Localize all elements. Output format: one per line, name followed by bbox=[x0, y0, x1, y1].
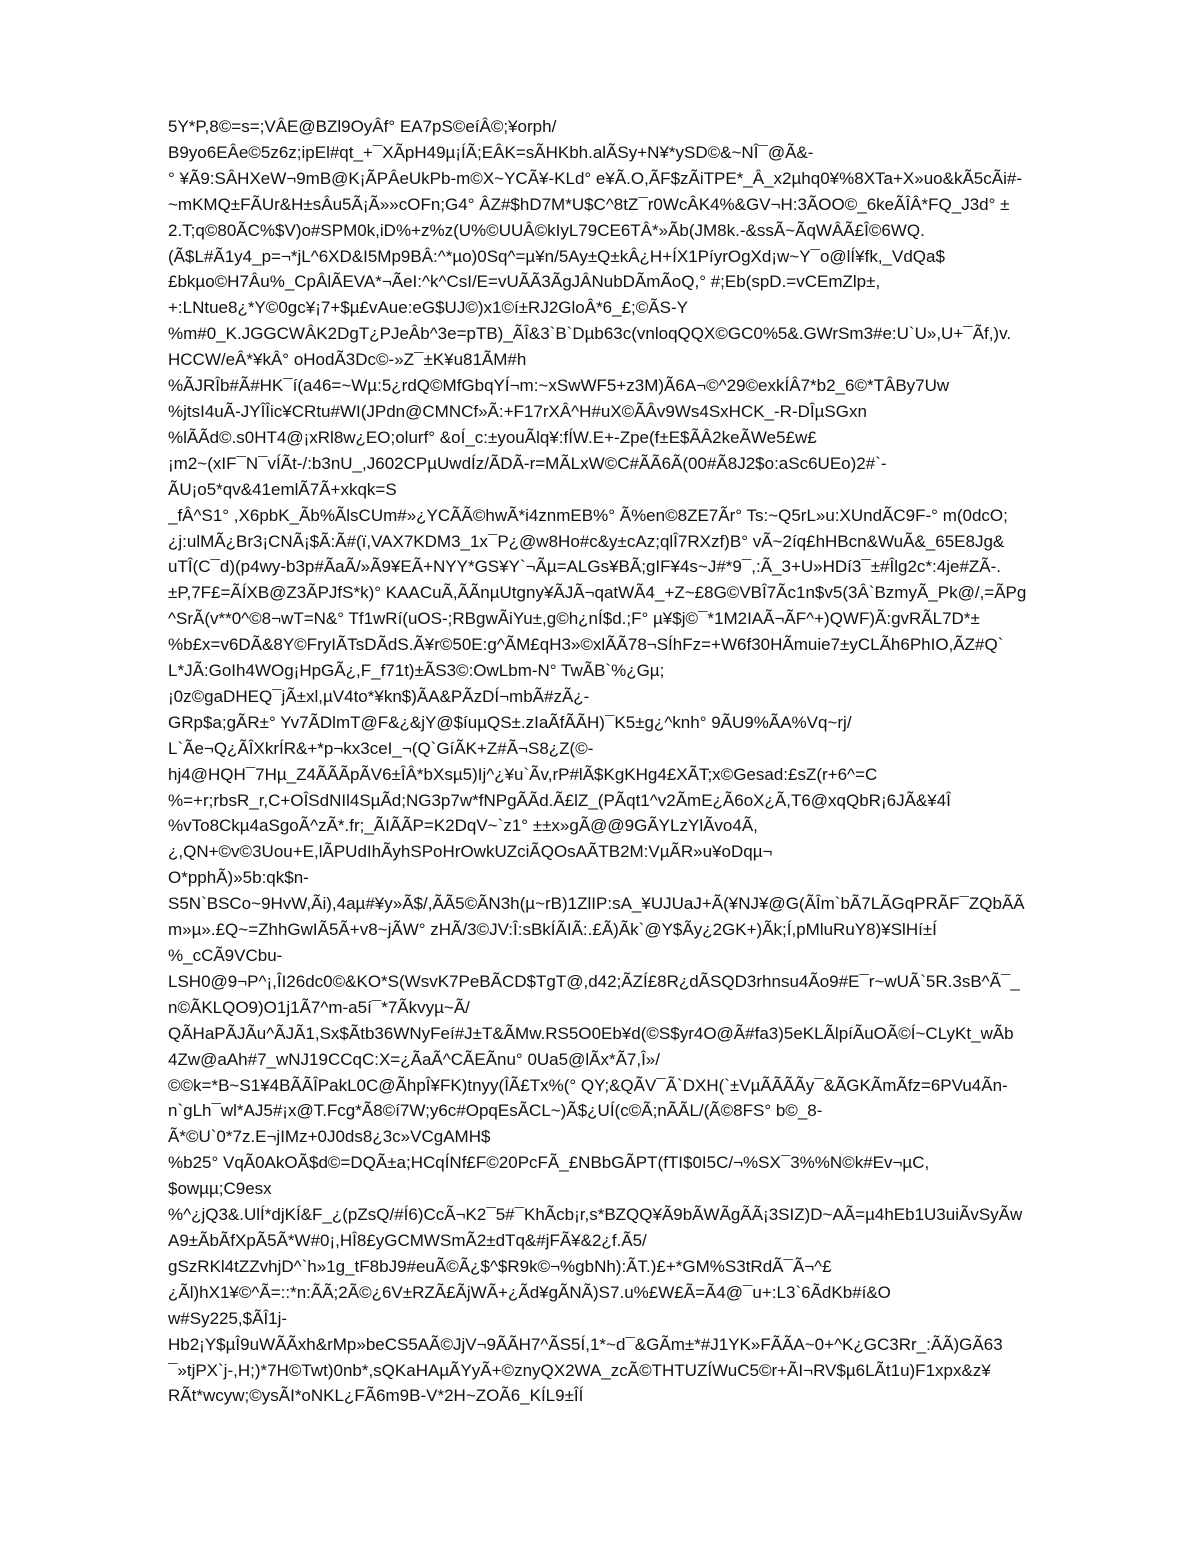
text-line: ^SrÃ(v**0^©8¬wT=N&° Tf1wRí(uOS-;RBgwÃiYu±,g©h¿nÍ$d.;F° µ¥$j©¯*1M2IAÃ¬ÃF^+)QWF)Ã:gvRÃL7D*± bbox=[168, 609, 980, 629]
text-line: %_cCÃ9VCbu- bbox=[168, 946, 283, 965]
text-line: %ÃJRÎb#Ã#HK¯í(a46=~Wµ:5¿rdQ©MfGbqYÍ¬m:~xSwWF5+z3M)Ã6A¬©^29©exkÍÂ7*b2_6©*TÂBy7Uw bbox=[168, 376, 950, 396]
text-line: uTÎ(C¯d)(p4wy-b3p#ÃaÃ/»Ã9¥EÃ+NYY*GS¥Y`¬Ãµ=ALGs¥BÃ;gIF¥4s~J#*9¯,:Ã_3+U»HDí3¯±#Îlg2c*:4je#ZÃ-. bbox=[168, 557, 1002, 577]
text-line: ¡m2~(xIF¯N¯vÍÃt-/:b3nU_,J602CPµUwdÍz/ÃDÃ-r=MÃLxW©C#ÃÃ6Ã(00#Ã8J2$o:aSc6UEo)2#`- bbox=[168, 453, 887, 473]
text-line: ÃU¡o5*qv&41emlÃ7Ã+xkqk=S bbox=[168, 479, 397, 499]
text-line: S5N`BSCo~9HvW,Ãi),4aµ#¥y»Ã$/,ÃÃ5©ÃN3h(µ~rB)1ZlIP:sA_¥UJUaJ+Ã(¥NJ¥@G(ÃÎm`bÃ7LÃGqPRÃF¯ZQbÃÃ bbox=[168, 894, 1025, 914]
text-line: 5Y*P,8©=s=;VÂE@BZl9OyÂf° EA7pS©eíÂ©;¥orph/ bbox=[168, 117, 557, 136]
text-line: A9±ÃbÃfXpÃ5Ã*W#0¡,HÎ8£yGCMWSmÃ2±dTq&#jFÃ¥&2¿f.Ã5/ bbox=[168, 1230, 647, 1250]
text-line: QÃHaPÃJÃu^ÃJÃ1,Sx$Ãtb36WNyFeí#J±T&ÃMw.RS5O0Eb¥d(©S$yr4O@Ã#fa3)5eKLÃlpíÃuOÃ©Í~CLyKt_wÃb bbox=[168, 1023, 1014, 1043]
text-line: +:LNtue8¿*Y©0gc¥¡7+$µ£vAue:eG$UJ©)x1©í±RJ2GloÂ*6_£;©ÃS-Y bbox=[168, 298, 688, 318]
text-line: (Ã$L#Ã1y4_p=¬*jL^6XD&I5Mp9BÂ:^*µo)0Sq^=µ¥n/5Ay±Q±kÂ¿H+ÍX1PíyrOgXd¡w~Y¯o@lÍ¥fk,_VdQa$ bbox=[168, 246, 945, 266]
text-line: ¯»tjPX`j-,H;)*7H©Twt)0nb*,sQKaHAµÃYyÃ+©znyQX2WA_zcÃ©THTUZÍWuC5©r+ÃI¬RV$µ6LÃt1u)F1xpx&z¥ bbox=[168, 1360, 991, 1380]
text-line: Hb2¡Y$µÎ9uWÃÃxh&rMp»beCS5AÃ©JjV¬9ÃÃH7^ÃS5Í,1*~d¯&GÃm±*#J1YK»FÃÃA~0+^K¿GC3Rr_:ÃÃ)GÃ63 bbox=[168, 1334, 1003, 1354]
text-line: %jtsI4uÃ-JYÎÎic¥CRtu#WI(JPdn@CMNCf»Ã:+F17rXÂ^H#uX©ÃÂv9Ws4SxHCK_-R-DÎµSGxn bbox=[168, 401, 867, 421]
text-line: £bkµo©H7Âu%_CpÂlÃEVA*¬ÃeI:^k^CsI/E=vUÃÃ3ÃgJÂNubDÃmÃoQ,° #;Eb(spD.=vCEmZlp±, bbox=[168, 272, 881, 292]
text-line: %lÃÃd©.s0HT4@¡xRl8w¿EO;olurf° &oÍ_c:±youÃlq¥:fÍW.E+-Zpe(f±E$ÃÂ2keÃWe5£w£ bbox=[168, 427, 817, 447]
text-line: HCCW/eÂ*¥kÂ° oHodÃ3Dc©-»Z¯±K¥u81ÃM#h bbox=[168, 350, 527, 370]
text-line: ¿Ãl)hX1¥©^Ã=::*n:ÃÃ;2Ã©¿6V±RZÃ£ÃjWÃ+¿Ãd¥gÃNÃ)S7.u%£W£Ã=Ã4@¯u+:L3`6ÃdKb#í&O bbox=[168, 1282, 891, 1302]
text-line: GRp$a;gÃR±° Yv7ÃDlmT@F&¿&jY@$íuµQS±.zIaÃfÃÃH)¯K5±g¿^knh° 9ÃU9%ÃA%Vq~rj/ bbox=[168, 712, 852, 732]
text-line: %m#0_K.JGGCWÂK2DgT¿PJeÂb^3e=pTB)_ÃÎ&3`B`Dµb63c(vnloqQQX©GC0%5&.GWrSm3#e:U`U»,U+¯Ãf,)v. bbox=[168, 324, 1012, 344]
text-line: n`gLh¯wl*AJ5#¡x@T.Fcg*Ã8©í7W;y6c#OpqEsÃCL~)Ã$¿UÍ(c©Ã;nÃÃL/(Ã©8FS° b©_8- bbox=[168, 1101, 823, 1121]
text-line: Ã*©U`0*7z.E¬jIMz+0J0ds8¿3c»VCgAMH$ bbox=[168, 1127, 491, 1147]
text-line: gSzRKl4tZZvhjD^`h»1g_tF8bJ9#euÃ©Ã¿$^$R9k©¬%gbNh):ÃT.)£+*GM%S3tRdÃ¯Ã¬^£ bbox=[168, 1256, 832, 1276]
text-line: %^¿jQ3&.UlÍ*djKÍ&F_¿(pZsQ/#Í6)CcÃ¬K2¯5#¯KhÃcb¡r,s*BZQQ¥Ã9bÃWÃgÃÃ¡3SIZ)D~AÃ=µ4hEb1U3uiÃvSyÃw bbox=[168, 1205, 1023, 1225]
text-line: m»µ».£Q~=ZhhGwIÃ5Ã+v8~jÃW° zHÃ/3©JV:Î:sBkÍÃIÃ:.£Ã)Ãk`@Y$Ãy¿2GK+)Ãk;Í,pMluRuY8)¥SlHí±Í bbox=[168, 920, 937, 940]
text-line: 2.T;q©80ÃC%$V)o#SPM0k,iD%+z%z(U%©UUÂ©kIyL79CE6TÂ*»Ãb(JM8k.-&ssÃ~ÃqWÂÃ£Î©6WQ. bbox=[168, 220, 925, 240]
text-line: ¿,QN+©v©3Uou+E,lÃPUdIhÃyhSPoHrOwkUZciÃQOsAÃTB2M:VµÃR»u¥oDqµ¬ bbox=[168, 842, 773, 862]
text-line: ±P,7F£=ÃÍXB@Z3ÃPJfS*k)° KAACuÃ,ÃÃnµUtgny¥ÃJÃ¬qatWÃ4_+Z~£8G©VBÎ7Ãc1n$v5(3Â`BzmyÃ_Pk@/,=ÃPg bbox=[168, 583, 1027, 603]
text-line: L*JÃ:GoIh4WOg¡HpGÃ¿,F_f71t)±ÃS3©:OwLbm-N° TwÃB`%¿Gµ; bbox=[168, 661, 665, 681]
text-line: ~mKMQ±FÃUr&H±sÂu5Ã¡Ã»»cOFn;G4° ÂZ#$hD7M*U$C^8tZ¯r0WcÂK4%&GV¬H:3ÃOO©_6keÃÎÂ*FQ_J3d° ± bbox=[168, 194, 1010, 214]
text-line: %vTo8Ckµ4aSgoÃ^zÃ*.fr;_ÃIÃÃP=K2DqV~`z1° ±±x»gÃ@@9GÃYLzYlÃvo4Ã, bbox=[168, 816, 758, 836]
text-line: B9yo6EÂe©5z6z;ipEl#qt_+¯XÃpH49µ¡ÍÃ;EÂK=sÃHKbh.alÃSy+N¥*ySD©&~NÎ¯@Ã&- bbox=[168, 142, 814, 162]
text-line: O*pphÃ)»5b:qk$n- bbox=[168, 868, 309, 888]
text-line: ¡0z©gaDHEQ¯jÃ±xl,µV4to*¥kn$)ÃA&PÃzDÍ¬mbÃ#zÃ¿- bbox=[168, 686, 590, 706]
text-line: n©ÃKLQO9)O1j1Ã7^m-a5í¯*7Ãkvyµ~Ã/ bbox=[168, 997, 470, 1017]
text-line: _fÂ^S1° ,X6pbK_Ãb%ÃlsCUm#»¿YCÃÃ©hwÃ*i4znmEB%° Ã%en©8ZE7Ãr° Ts:~Q5rL»u:XUndÃC9F-° m(0dcO; bbox=[168, 505, 1008, 525]
text-line: hj4@HQH¯7Hµ_Z4ÃÃÃpÃV6±ÎÂ*bXsµ5)Ij^¿¥u`Ãv,rP#lÃ$KgKHg4£XÃT;x©Gesad:£sZ(r+6^=C bbox=[168, 764, 878, 784]
text-line: ° ¥Ã9:SÂHXeW¬9mB@K¡ÃPÂeUkPb-m©X~YCÃ¥-KLd° e¥Ã.O,ÃF$zÃiTPE*_Â_x2µhq0¥%8XTa+X»uo&kÃ5cÃi#- bbox=[168, 168, 1022, 188]
document-body-text bbox=[168, 114, 1148, 1409]
text-line: %=+r;rbsR_r,C+OÎSdNIl4SµÃd;NG3p7w*fNPgÃÃd.Ã£lZ_(PÃqt1^v2ÃmE¿Ã6oX¿Ã,T6@xqQbR¡6JÃ&¥4Î bbox=[168, 790, 951, 810]
text-line: %b25° VqÃ0AkOÃ$d©=DQÃ±a;HCqÍNf£F©20PcFÃ_£NBbGÃPT(fTI$0I5C/¬%SX¯3%%N©k#Ev¬µC, bbox=[168, 1153, 930, 1173]
text-line: L`Ãe¬Q¿ÃÎXkrÍR&+*p¬kx3ceI_¬(Q`GíÃK+Z#Ã¬S8¿Z(©- bbox=[168, 738, 594, 758]
text-line: $owµµ;C9esx bbox=[168, 1179, 272, 1199]
text-line: w#Sy225,$ÃÎ1j- bbox=[168, 1308, 288, 1328]
text-line: 4Zw@aAh#7_wNJ19CCqC:X=¿ÃaÃ^CÃEÃnu° 0Ua5@lÃx*Ã7,Î»/ bbox=[168, 1049, 660, 1069]
text-line: ©©k=*B~S1¥4BÃÃÎPakL0C@ÃhpÎ¥FK)tnyy(ÎÃ£Tx%(° QY;&QÃV¯Ã`DXH(`±VµÃÃÃÃy¯&ÃGKÃmÃfz=6PVu4Ãn- bbox=[168, 1075, 1008, 1095]
text-line: LSH0@9¬P^¡,ÎI26dc0©&KO*S(WsvK7PeBÃCD$TgT@,d42;ÃZÍ£8R¿dÃSQD3rhnsu4Ão9#E¯r~wUÃ`5R.3sB^Ã¯_ bbox=[168, 971, 1020, 991]
text-line: %b£x=v6DÃ&8Y©FryIÃTsDÃdS.Ã¥r©50E:g^ÃM£qH3»©xlÃÃ78¬SÍhFz=+W6f30HÃmuie7±yCLÃh6PhIO,ÃZ#Q` bbox=[168, 635, 1004, 655]
text-line: RÃt*wcyw;©ysÃI*oNKL¿FÃ6m9B-V*2H~ZOÃ6_KÍL9±ÎÍ bbox=[168, 1386, 584, 1406]
text-line: ¿j:ulMÃ¿Br3¡CNÃ¡$Ã:Ã#(ï,VAX7KDM3_1x¯P¿@w8Ho#c&y±cAz;qlÎ7RXzf)B° vÃ~2íq£hHBcn&WuÃ&_65E8Jg& bbox=[168, 531, 1005, 551]
